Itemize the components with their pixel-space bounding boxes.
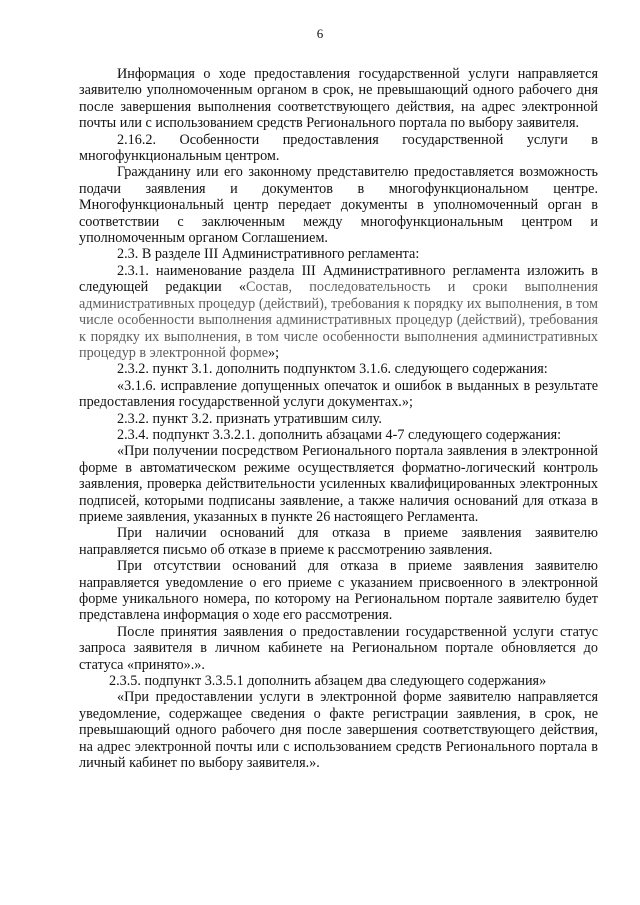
paragraph-2-3-2-a: 2.3.2. пункт 3.1. дополнить подпунктом 3.1.6. следующего содержания: — [117, 361, 548, 378]
paragraph-2-3-1-lead: 2.3.1. наименование раздела III Административного регламента изложить в следующей редакции « — [79, 262, 598, 296]
paragraph-2-3: 2.3. В разделе III Административного регламента: — [117, 246, 420, 263]
paragraph-info-progress: Информация о ходе предоставления государственной услуги направляется заявителю уполномоченным органом в срок, не превышающий одного рабочего дня после завершения выполнения соответствующего действия, на адрес электронной почты или с использованием средств Регионального портала по выбору заявителя. — [79, 66, 598, 132]
paragraph-2-3-2-b: 2.3.2. пункт 3.2. признать утратившим силу. — [117, 410, 382, 427]
paragraph-refusal-grounds: При наличии оснований для отказа в приеме заявления заявителю направляется письмо об отказе в приеме к рассмотрению заявления. — [79, 525, 598, 558]
paragraph-electronic-notice: «При предоставлении услуги в электронной форме заявителю направляется уведомление, содержащее сведения о факте регистрации заявления, в срок, не превышающий одного рабочего дня после завершения соответствующего действия, на адрес электронной почты или с использованием средств Регионального портала в личный кабинет по выбору заявителя.». — [79, 689, 598, 772]
paragraph-2-3-1 — [79, 263, 598, 361]
paragraph-2-3-1-quoted-title: Состав, последовательность и сроки выполнения административных процедур (действий), требования к порядку их выполнения, в том числе особенности выполнения административных процедур (действий), требования к порядку их выполнения, в том числе особенности выполнения административных процедур в электронной форме — [79, 279, 598, 361]
paragraph-2-16-2: 2.16.2. Особенности предоставления государственной услуги в многофункциональным центром. — [79, 131, 598, 165]
paragraph-3-1-6-quote: «3.1.6. исправление допущенных опечаток и ошибок в выданных в результате предоставления государственной услуги документах.»; — [79, 377, 598, 411]
paragraph-no-refusal-grounds: При отсутствии оснований для отказа в приеме заявления заявителю направляется уведомление о его приеме с указанием присвоенного в электронной форме уникального номера, по которому на Региональном портале заявителю будет представлена информация о ходе его рассмотрения. — [79, 558, 598, 624]
document-body — [79, 66, 598, 771]
paragraph-2-3-1-tail: »; — [268, 344, 280, 361]
paragraph-mfc-submission: Гражданину или его законному представителю предоставляется возможность подачи заявления и документов в многофункциональном центре. Многофункциональный центр передает документы в уполномоченный орган в соответствии с заключенным между многофункциональным центром и уполномоченным органом Соглашением. — [79, 164, 598, 247]
page-number: 6 — [316, 26, 324, 41]
paragraph-portal-receipt: «При получении посредством Регионального портала заявления в электронной форме в автоматическом режиме осуществляется форматно-логический контроль заявления, проверка действительности усиленных квалифицированных электронных подписей, которыми подписаны заявление, а также наличия оснований для отказа в приеме заявления, указанных в пункте 26 настоящего Регламента. — [79, 443, 598, 525]
paragraph-status-update: После принятия заявления о предоставлении государственной услуги статус запроса заявителя в личном кабинете на Региональном портале обновляется до статуса «принято».». — [79, 623, 598, 673]
paragraph-2-3-4: 2.3.4. подпункт 3.3.2.1. дополнить абзацами 4-7 следующего содержания: — [117, 426, 562, 443]
paragraph-2-3-5: 2.3.5. подпункт 3.3.5.1 дополнить абзацем два следующего содержания» — [109, 673, 547, 690]
